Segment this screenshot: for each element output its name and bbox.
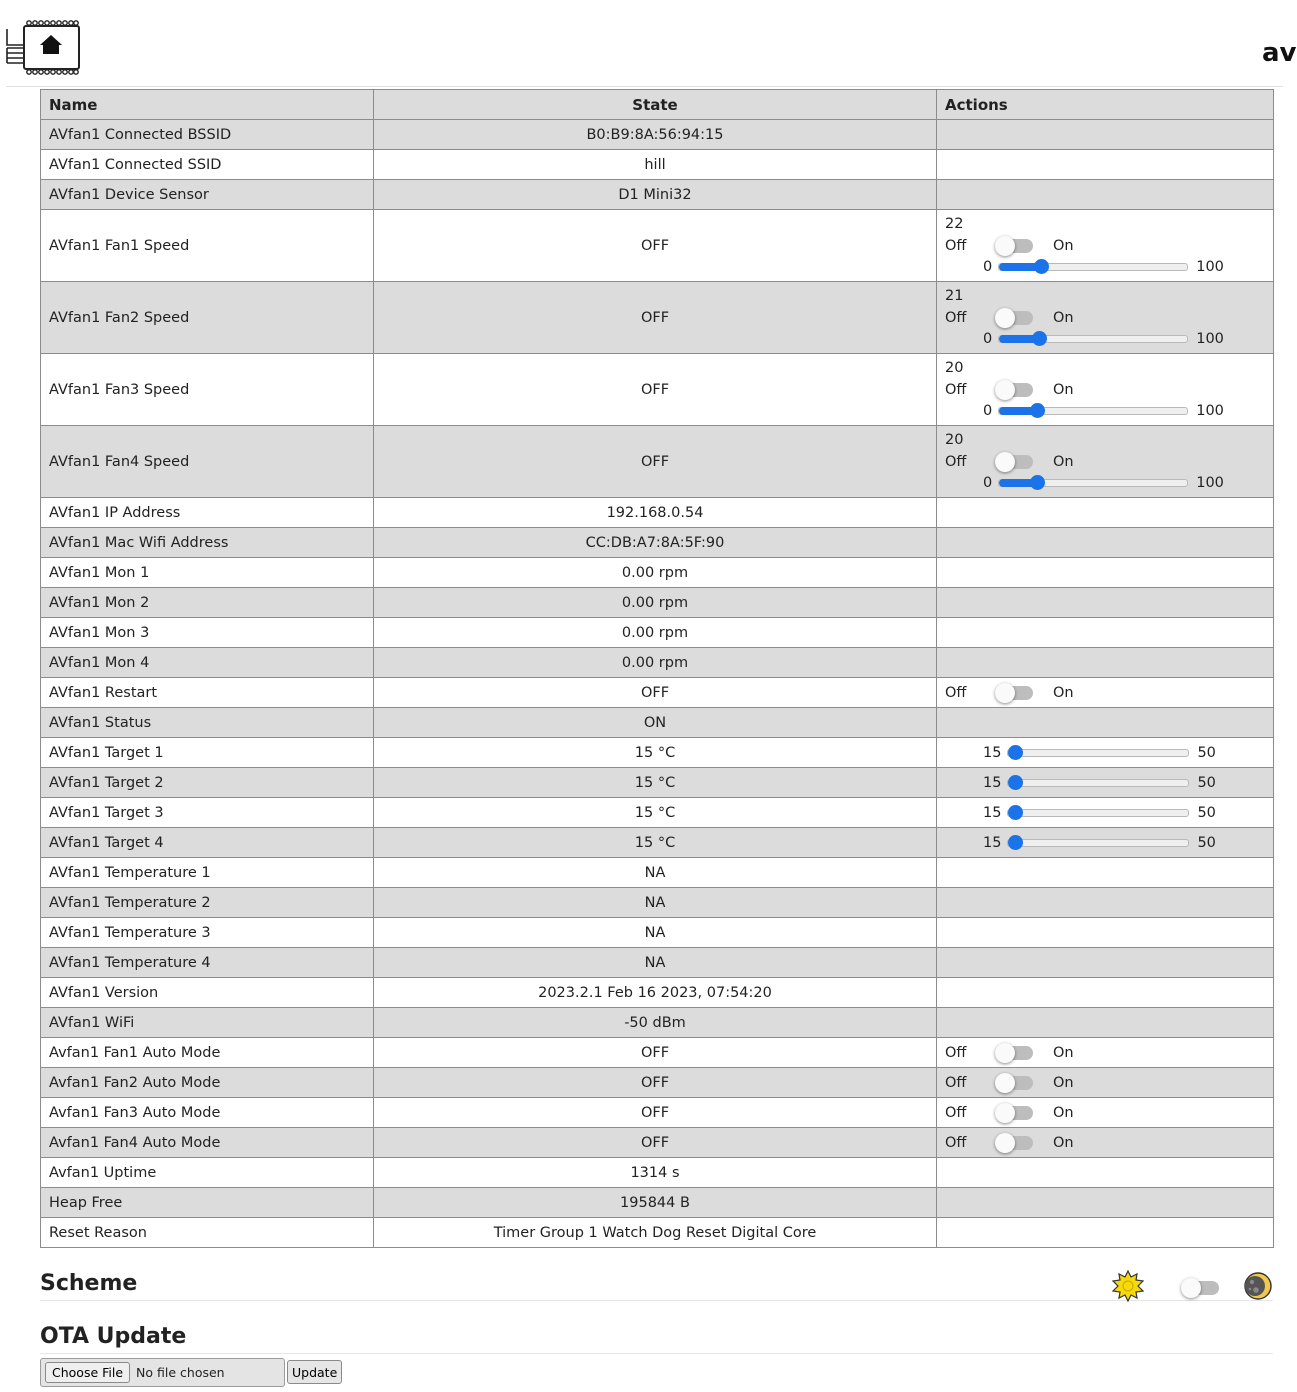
fan-speed-value: 21 <box>945 288 964 304</box>
switch-row <box>945 1132 1265 1153</box>
switch-row <box>945 1102 1265 1123</box>
entity-name: AVfan1 Restart <box>41 678 374 708</box>
entity-name: AVfan1 Fan2 Speed <box>41 282 374 354</box>
entity-name: Avfan1 Fan2 Auto Mode <box>41 1068 374 1098</box>
toggle-switch[interactable] <box>997 686 1033 700</box>
table-row <box>41 150 1274 180</box>
fan-speed-value: 20 <box>945 360 964 376</box>
switch-row <box>945 451 1265 472</box>
table-row <box>41 858 1274 888</box>
table-row <box>41 354 1274 426</box>
entity-state: OFF <box>374 354 937 426</box>
table-row <box>41 1098 1274 1128</box>
entity-actions <box>937 888 1274 918</box>
slider-thumb[interactable] <box>1032 331 1047 346</box>
entity-actions <box>937 1218 1274 1248</box>
toggle-switch[interactable] <box>997 239 1033 253</box>
scheme-divider <box>40 1300 1273 1301</box>
entity-state: OFF <box>374 1068 937 1098</box>
table-row <box>41 1068 1274 1098</box>
entity-actions <box>937 828 1274 858</box>
slider-max-label: 50 <box>1197 774 1216 791</box>
table-row <box>41 948 1274 978</box>
switch-row <box>945 682 1265 703</box>
switch-off-label: Off <box>945 453 967 470</box>
table-row <box>41 768 1274 798</box>
table-row <box>41 588 1274 618</box>
column-header-state[interactable]: State <box>374 90 937 120</box>
update-button[interactable]: Update <box>287 1360 342 1384</box>
slider-max-label: 50 <box>1197 804 1216 821</box>
toggle-switch[interactable] <box>997 311 1033 325</box>
switch-off-label: Off <box>945 684 967 701</box>
slider-min-label: 0 <box>983 474 993 491</box>
entity-name: AVfan1 Mon 1 <box>41 558 374 588</box>
dark-mode-toggle[interactable] <box>1183 1281 1219 1295</box>
table-row <box>41 678 1274 708</box>
entity-name: AVfan1 Temperature 2 <box>41 888 374 918</box>
toggle-knob <box>995 452 1015 472</box>
switch-off-label: Off <box>945 1104 967 1121</box>
toggle-switch[interactable] <box>997 383 1033 397</box>
slider-min-label: 15 <box>983 804 1002 821</box>
entity-actions <box>937 120 1274 150</box>
entity-actions <box>937 708 1274 738</box>
entity-state: 15 °C <box>374 828 937 858</box>
switch-off-label: Off <box>945 309 967 326</box>
entity-state: OFF <box>374 210 937 282</box>
switch-on-label: On <box>1053 381 1074 398</box>
entity-actions <box>937 798 1274 828</box>
entity-name: AVfan1 Status <box>41 708 374 738</box>
column-header-actions[interactable]: Actions <box>937 90 1274 120</box>
table-row <box>41 180 1274 210</box>
entity-state: Timer Group 1 Watch Dog Reset Digital Core <box>374 1218 937 1248</box>
entity-name: AVfan1 Device Sensor <box>41 180 374 210</box>
slider-thumb[interactable] <box>1030 475 1045 490</box>
entity-name: Heap Free <box>41 1188 374 1218</box>
switch-on-label: On <box>1053 453 1074 470</box>
switch-row <box>945 1042 1265 1063</box>
entity-name: AVfan1 Mon 4 <box>41 648 374 678</box>
logo-icon[interactable] <box>4 18 82 78</box>
slider-min-label: 0 <box>983 402 993 419</box>
slider-max-label: 100 <box>1196 330 1224 347</box>
entity-actions <box>937 918 1274 948</box>
entity-state: 2023.2.1 Feb 16 2023, 07:54:20 <box>374 978 937 1008</box>
entity-actions <box>937 1098 1274 1128</box>
entity-name: Avfan1 Uptime <box>41 1158 374 1188</box>
entity-name: AVfan1 Connected BSSID <box>41 120 374 150</box>
entity-actions <box>937 768 1274 798</box>
entity-name: AVfan1 Version <box>41 978 374 1008</box>
entity-state: NA <box>374 918 937 948</box>
entity-state: 0.00 rpm <box>374 648 937 678</box>
entity-name: AVfan1 Target 4 <box>41 828 374 858</box>
entity-actions <box>937 978 1274 1008</box>
toggle-knob <box>1181 1278 1201 1298</box>
entity-state: 195844 B <box>374 1188 937 1218</box>
switch-row <box>945 379 1265 400</box>
toggle-switch[interactable] <box>997 1076 1033 1090</box>
entity-name: AVfan1 Fan3 Speed <box>41 354 374 426</box>
entity-actions <box>937 1158 1274 1188</box>
entity-name: AVfan1 Mon 2 <box>41 588 374 618</box>
entity-name: AVfan1 Temperature 4 <box>41 948 374 978</box>
entity-state: D1 Mini32 <box>374 180 937 210</box>
entity-actions <box>937 558 1274 588</box>
slider-row <box>945 832 1265 853</box>
range-slider[interactable] <box>998 263 1188 271</box>
slider-min-label: 15 <box>983 744 1002 761</box>
choose-file-button[interactable]: Choose File <box>45 1362 130 1383</box>
entity-state: OFF <box>374 678 937 708</box>
toggle-knob <box>995 1073 1015 1093</box>
table-row <box>41 282 1274 354</box>
entity-state: 0.00 rpm <box>374 558 937 588</box>
table-header-row <box>41 90 1274 120</box>
entity-state: OFF <box>374 1038 937 1068</box>
file-input[interactable] <box>40 1358 285 1387</box>
slider-thumb[interactable] <box>1008 775 1023 790</box>
fan-speed-value: 22 <box>945 216 964 232</box>
table-row <box>41 426 1274 498</box>
range-slider[interactable] <box>998 335 1188 343</box>
slider-row <box>945 472 1265 493</box>
toggle-knob <box>995 1103 1015 1123</box>
entity-name: Avfan1 Fan1 Auto Mode <box>41 1038 374 1068</box>
switch-row <box>945 307 1265 328</box>
entity-name: AVfan1 Mon 3 <box>41 618 374 648</box>
entity-actions <box>937 1128 1274 1158</box>
toggle-knob <box>995 683 1015 703</box>
table-row <box>41 648 1274 678</box>
table-row <box>41 978 1274 1008</box>
entity-name: Reset Reason <box>41 1218 374 1248</box>
table-row <box>41 828 1274 858</box>
toggle-knob <box>995 1133 1015 1153</box>
entity-name: AVfan1 Temperature 1 <box>41 858 374 888</box>
table-row <box>41 798 1274 828</box>
entity-actions <box>937 858 1274 888</box>
switch-on-label: On <box>1053 309 1074 326</box>
table-row <box>41 618 1274 648</box>
entity-actions <box>937 1008 1274 1038</box>
entity-name: AVfan1 Target 1 <box>41 738 374 768</box>
slider-thumb[interactable] <box>1008 745 1023 760</box>
slider-max-label: 50 <box>1197 744 1216 761</box>
entity-name: AVfan1 Temperature 3 <box>41 918 374 948</box>
table-row <box>41 918 1274 948</box>
toggle-knob <box>995 1043 1015 1063</box>
entity-state: OFF <box>374 282 937 354</box>
range-slider[interactable] <box>1007 749 1189 757</box>
entity-state: 1314 s <box>374 1158 937 1188</box>
table-row <box>41 210 1274 282</box>
table-row <box>41 1158 1274 1188</box>
toggle-switch[interactable] <box>997 1046 1033 1060</box>
range-slider[interactable] <box>1007 779 1189 787</box>
entity-state: 15 °C <box>374 738 937 768</box>
switch-off-label: Off <box>945 1044 967 1061</box>
slider-row <box>945 328 1265 349</box>
switch-row <box>945 1072 1265 1093</box>
entity-state: OFF <box>374 1098 937 1128</box>
toggle-switch[interactable] <box>997 1106 1033 1120</box>
entity-actions <box>937 588 1274 618</box>
slider-thumb[interactable] <box>1008 835 1023 850</box>
entity-state: hill <box>374 150 937 180</box>
entity-state: 0.00 rpm <box>374 618 937 648</box>
switch-on-label: On <box>1053 684 1074 701</box>
slider-max-label: 100 <box>1196 474 1224 491</box>
entity-actions <box>937 498 1274 528</box>
table-row <box>41 1188 1274 1218</box>
toggle-switch[interactable] <box>997 455 1033 469</box>
range-slider[interactable] <box>998 479 1188 487</box>
slider-thumb[interactable] <box>1034 259 1049 274</box>
entity-name: AVfan1 WiFi <box>41 1008 374 1038</box>
toggle-knob <box>995 308 1015 328</box>
entity-actions <box>937 210 1274 282</box>
slider-row <box>945 256 1265 277</box>
slider-min-label: 0 <box>983 330 993 347</box>
slider-max-label: 100 <box>1196 258 1224 275</box>
entity-state: -50 dBm <box>374 1008 937 1038</box>
entity-name: AVfan1 IP Address <box>41 498 374 528</box>
entity-state: B0:B9:8A:56:94:15 <box>374 120 937 150</box>
entity-actions <box>937 528 1274 558</box>
entity-name: Avfan1 Fan4 Auto Mode <box>41 1128 374 1158</box>
entity-actions <box>937 678 1274 708</box>
entity-actions <box>937 1188 1274 1218</box>
sun-icon <box>1112 1270 1144 1302</box>
entity-state: CC:DB:A7:8A:5F:90 <box>374 528 937 558</box>
ota-title: OTA Update <box>40 1324 187 1349</box>
switch-on-label: On <box>1053 1044 1074 1061</box>
slider-min-label: 15 <box>983 774 1002 791</box>
scheme-title: Scheme <box>40 1271 138 1296</box>
column-header-name[interactable]: Name <box>41 90 374 120</box>
entity-actions <box>937 618 1274 648</box>
switch-on-label: On <box>1053 1104 1074 1121</box>
ota-divider <box>40 1353 1273 1354</box>
entity-actions <box>937 180 1274 210</box>
entity-name: AVfan1 Fan4 Speed <box>41 426 374 498</box>
fan-speed-value: 20 <box>945 432 964 448</box>
table-row <box>41 738 1274 768</box>
switch-off-label: Off <box>945 1074 967 1091</box>
entity-state: 15 °C <box>374 768 937 798</box>
toggle-knob <box>995 380 1015 400</box>
range-slider[interactable] <box>1007 839 1189 847</box>
entity-actions <box>937 1038 1274 1068</box>
slider-thumb[interactable] <box>1030 403 1045 418</box>
range-slider[interactable] <box>1007 809 1189 817</box>
page-title: av <box>1262 38 1297 68</box>
slider-thumb[interactable] <box>1008 805 1023 820</box>
slider-min-label: 15 <box>983 834 1002 851</box>
toggle-knob <box>995 236 1015 256</box>
entity-actions <box>937 738 1274 768</box>
toggle-switch[interactable] <box>997 1136 1033 1150</box>
range-slider[interactable] <box>998 407 1188 415</box>
table-row <box>41 1038 1274 1068</box>
table-row <box>41 498 1274 528</box>
switch-on-label: On <box>1053 1074 1074 1091</box>
slider-row <box>945 742 1265 763</box>
switch-off-label: Off <box>945 381 967 398</box>
entity-state: OFF <box>374 426 937 498</box>
entity-actions <box>937 150 1274 180</box>
entity-actions <box>937 1068 1274 1098</box>
entity-state: 0.00 rpm <box>374 588 937 618</box>
table-row <box>41 888 1274 918</box>
slider-row <box>945 802 1265 823</box>
table-row <box>41 1218 1274 1248</box>
slider-max-label: 50 <box>1197 834 1216 851</box>
table-row <box>41 1008 1274 1038</box>
table-row <box>41 1128 1274 1158</box>
slider-max-label: 100 <box>1196 402 1224 419</box>
entity-actions <box>937 948 1274 978</box>
table-row <box>41 708 1274 738</box>
entity-state: OFF <box>374 1128 937 1158</box>
entity-name: AVfan1 Mac Wifi Address <box>41 528 374 558</box>
entity-name: AVfan1 Connected SSID <box>41 150 374 180</box>
entity-actions <box>937 426 1274 498</box>
moon-icon <box>1243 1271 1273 1301</box>
entity-state: NA <box>374 948 937 978</box>
entity-state: 15 °C <box>374 798 937 828</box>
entity-actions <box>937 354 1274 426</box>
table-row <box>41 120 1274 150</box>
entity-state: ON <box>374 708 937 738</box>
table-row <box>41 558 1274 588</box>
switch-on-label: On <box>1053 237 1074 254</box>
entity-actions <box>937 648 1274 678</box>
entity-state: 192.168.0.54 <box>374 498 937 528</box>
entity-name: AVfan1 Target 2 <box>41 768 374 798</box>
table-row <box>41 528 1274 558</box>
entity-state: NA <box>374 888 937 918</box>
switch-off-label: Off <box>945 237 967 254</box>
entity-table <box>40 89 1274 1248</box>
slider-min-label: 0 <box>983 258 993 275</box>
switch-row <box>945 235 1265 256</box>
header-divider <box>6 86 1283 87</box>
slider-row <box>945 400 1265 421</box>
switch-on-label: On <box>1053 1134 1074 1151</box>
file-status: No file chosen <box>136 1365 225 1380</box>
entity-name: AVfan1 Fan1 Speed <box>41 210 374 282</box>
switch-off-label: Off <box>945 1134 967 1151</box>
entity-state: NA <box>374 858 937 888</box>
entity-name: Avfan1 Fan3 Auto Mode <box>41 1098 374 1128</box>
entity-actions <box>937 282 1274 354</box>
slider-row <box>945 772 1265 793</box>
entity-name: AVfan1 Target 3 <box>41 798 374 828</box>
